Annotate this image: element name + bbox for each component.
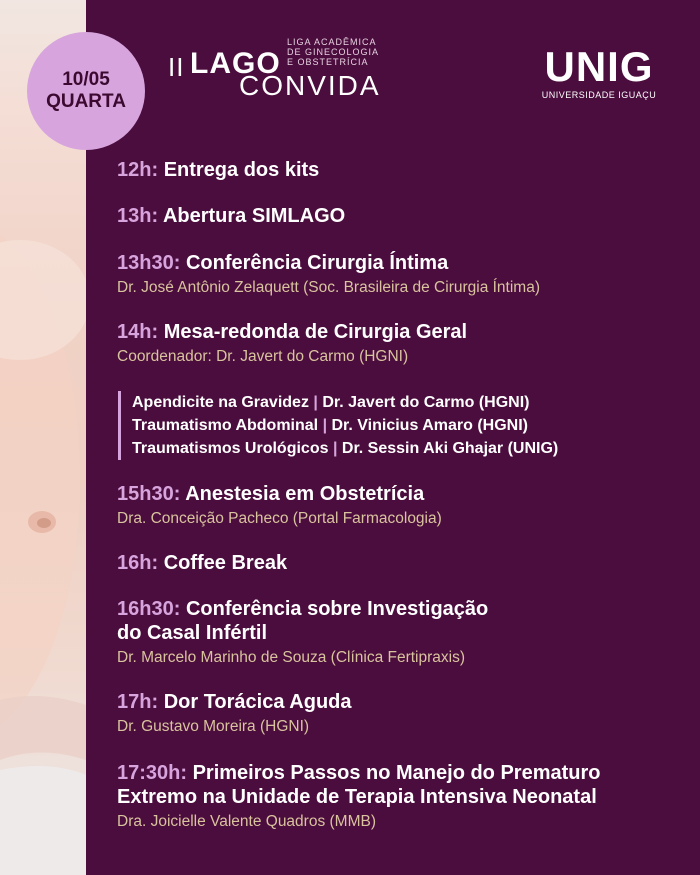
item-title: Conferência Cirurgia Íntima: [185, 252, 449, 274]
schedule-item-4: [117, 320, 467, 367]
item-speaker: Dr. José Antônio Zelaquett (Soc. Brasileira de Cirurgia Íntima): [117, 279, 540, 296]
schedule-item-9: [117, 761, 600, 832]
unig-subtitle: UNIVERSIDADE IGUAÇU: [541, 90, 657, 100]
item-time: 17h:: [117, 691, 159, 713]
item-title: Coffee Break: [163, 552, 288, 574]
mesa-topic: Traumatismo Abdominal: [132, 417, 319, 434]
unig-name: UNIG: [544, 43, 654, 90]
schedule-item-1: [117, 158, 319, 182]
logo-name: LAGO: [190, 47, 281, 80]
separator: |: [322, 417, 328, 434]
liga-line-3: E OBSTETRÍCIA: [287, 57, 369, 67]
mesa-topic: Traumatismos Urológicos: [132, 440, 329, 457]
item-speaker: Dr. Gustavo Moreira (HGNI): [117, 718, 310, 735]
logo-roman-numeral: II: [168, 52, 185, 82]
item-title-line-2: Extremo na Unidade de Terapia Intensiva Neonatal: [117, 786, 597, 808]
item-speaker: Dra. Joicielle Valente Quadros (MMB): [117, 813, 376, 830]
mesa-topic: Apendicite na Gravidez: [132, 394, 309, 411]
date-weekday: QUARTA: [46, 91, 126, 112]
schedule-item-3: [117, 251, 540, 298]
item-title: Dor Torácica Aguda: [163, 691, 352, 713]
mesa-speaker: Dr. Vinicius Amaro (HGNI): [331, 417, 528, 434]
item-title: Primeiros Passos no Manejo do Prematuro: [192, 762, 601, 784]
item-title: Abertura SIMLAGO: [162, 205, 346, 227]
item-time: 13h30:: [117, 252, 181, 274]
liga-line-1: LIGA ACADÊMICA: [287, 37, 377, 47]
schedule-item-2: [117, 204, 345, 228]
item-time: 14h:: [117, 321, 159, 343]
item-speaker: Coordenador: Dr. Javert do Carmo (HGNI): [117, 348, 409, 365]
schedule-item-8: [117, 690, 352, 737]
logo-convida: CONVIDA: [239, 70, 381, 101]
mesa-speaker: Dr. Sessin Aki Ghajar (UNIG): [341, 440, 559, 457]
item-time: 16h:: [117, 552, 159, 574]
item-title: Conferência sobre Investigação: [185, 598, 489, 620]
item-time: 16h30:: [117, 598, 181, 620]
item-title-line-2: do Casal Infértil: [117, 622, 268, 644]
separator: |: [332, 440, 338, 457]
mesa-row: [132, 437, 558, 460]
liga-line-2: DE GINECOLOGIA: [287, 47, 380, 57]
logo-liga-text: [287, 37, 397, 67]
separator: |: [313, 394, 318, 411]
mesa-row: [132, 391, 558, 414]
item-title: Mesa-redonda de Cirurgia Geral: [163, 321, 468, 343]
item-time: 17:30h:: [117, 762, 188, 784]
mesa-speaker: Dr. Javert do Carmo (HGNI): [322, 394, 530, 411]
schedule-item-7: [117, 597, 488, 668]
item-time: 13h:: [117, 205, 159, 227]
date-day: 10/05: [62, 69, 110, 90]
date-badge: [27, 32, 145, 150]
mesa-redonda-list: [118, 391, 558, 460]
item-speaker: Dr. Marcelo Marinho de Souza (Clínica Fertipraxis): [117, 649, 466, 666]
item-speaker: Dra. Conceição Pacheco (Portal Farmacologia): [117, 510, 442, 527]
item-time: 12h:: [117, 159, 159, 181]
schedule-item-5: [117, 482, 442, 529]
schedule-item-6: [117, 551, 287, 575]
item-time: 15h30:: [117, 483, 181, 505]
mesa-row: [132, 414, 558, 437]
item-title: Entrega dos kits: [163, 159, 320, 181]
item-title: Anestesia em Obstetrícia: [185, 483, 425, 505]
unig-logo: [539, 43, 659, 100]
